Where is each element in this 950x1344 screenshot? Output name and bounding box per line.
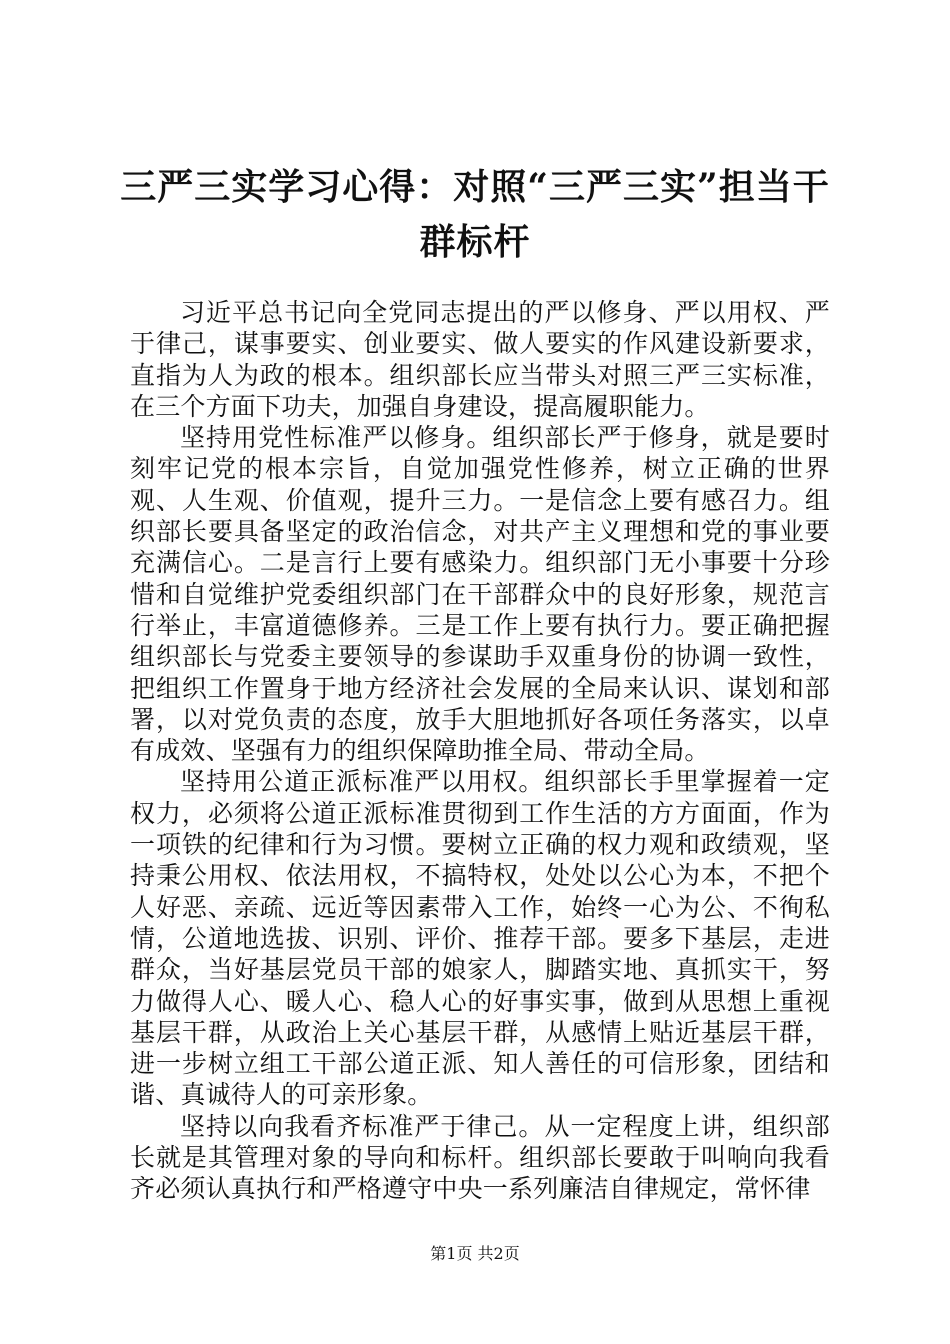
paragraph-use-of-power: 坚持用公道正派标准严以用权。组织部长手里掌握着一定权力，必须将公道正派标准贯彻到工作生活的方方面面，作为一项铁的纪律和行为习惯。要树立正确的权力观和政绩观，坚持秉公用权、依法用权，不搞特权，处处以公心为本，不把个人好恶、亲疏、远近等因素带入工作，始终一心为公、不徇私情，公道地选拔、识别、评价、推荐干部。要多下基层，走进群众，当好基层党员干部的娘家人，脚踏实地、真抓实干，努力做得人心、暖人心、稳人心的好事实事，做到从思想上重视基层干群，从政治上关心基层干群，从感情上贴近基层干群，进一步树立组工干部公道正派、知人善任的可信形象，团结和谐、真诚待人的可亲形象。 [130, 767, 830, 1110]
paragraph-self-cultivation: 坚持用党性标准严以修身。组织部长严于修身，就是要时刻牢记党的根本宗旨，自觉加强党性修养，树立正确的世界观、人生观、价值观，提升三力。一是信念上要有感召力。组织部长要具备坚定的政治信念，对共产主义理想和党的事业要充满信心。二是言行上要有感染力。组织部门无小事要十分珍惜和自觉维护党委组织部门在干部群众中的良好形象，规范言行举止，丰富道德修养。三是工作上要有执行力。要正确把握组织部长与党委主要领导的参谋助手双重身份的协调一致性，把组织工作置身于地方经济社会发展的全局来认识、谋划和部署，以对党负责的态度，放手大胆地抓好各项任务落实，以卓有成效、坚强有力的组织保障助推全局、带动全局。 [130, 423, 830, 766]
paragraph-intro: 习近平总书记向全党同志提出的严以修身、严以用权、严于律己，谋事要实、创业要实、做人要实的作风建设新要求，直指为人为政的根本。组织部长应当带头对照三严三实标准，在三个方面下功夫，加强自身建设，提高履职能力。 [130, 298, 830, 421]
document-body [130, 297, 830, 1205]
document-title: 三严三实学习心得：对照“三严三实”担当干群标杆 [120, 166, 830, 263]
paragraph-self-discipline: 坚持以向我看齐标准严于律己。从一定程度上讲，组织部长就是其管理对象的导向和标杆。组织部长要敢于叫响向我看齐必须认真执行和严格遵守中央一系列廉洁自律规定，常怀律 [130, 1111, 830, 1204]
page-number-footer: 第1页 共2页 [430, 1244, 520, 1263]
